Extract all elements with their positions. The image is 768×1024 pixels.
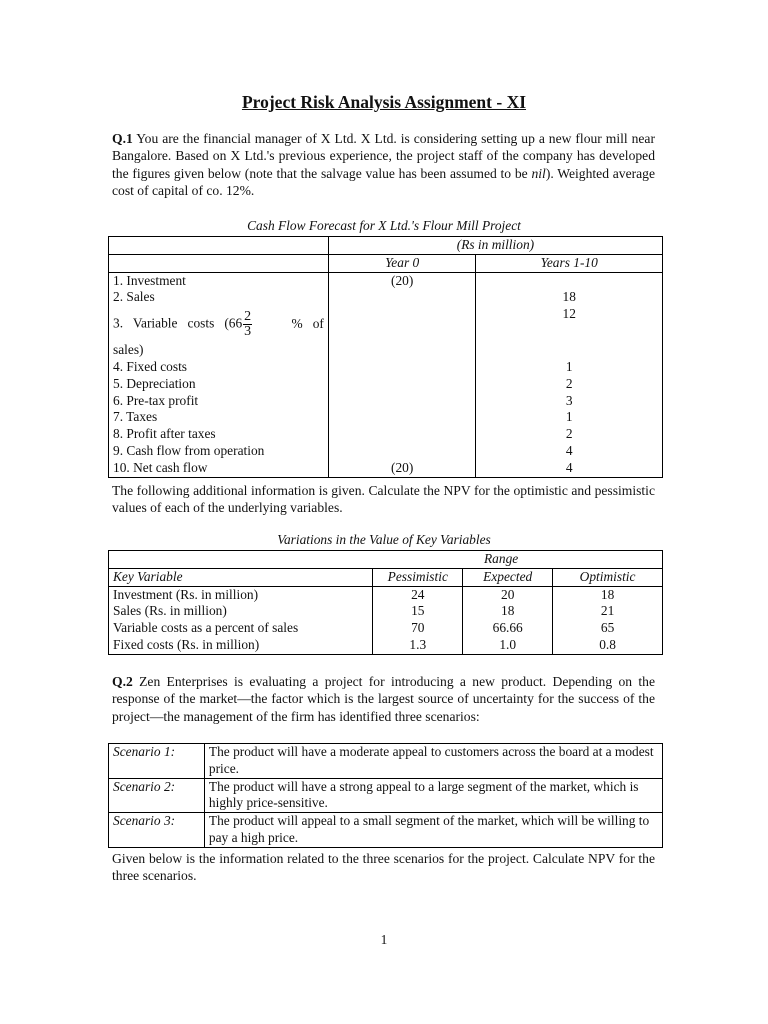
key-variable-column bbox=[109, 586, 373, 654]
fraction bbox=[243, 310, 252, 339]
cashflow-cell-year0: (20) bbox=[391, 459, 414, 475]
optimistic-column bbox=[553, 586, 663, 654]
variable-costs-label-start: 3. Variable costs (66 bbox=[113, 315, 243, 331]
header-optimistic: Optimistic bbox=[553, 568, 663, 586]
scenario-name: Scenario 2: bbox=[109, 778, 205, 813]
cashflow-cell-years: 18 bbox=[562, 289, 576, 305]
cashflow-row-label: 10. Net cash flow bbox=[113, 459, 208, 475]
variations-table bbox=[108, 550, 663, 655]
cashflow-cell-years: 1 bbox=[565, 358, 573, 374]
table-cell: 24 bbox=[411, 586, 425, 602]
cashflow-cell-year0: (20) bbox=[391, 272, 414, 288]
cashflow-cell-years bbox=[480, 273, 658, 290]
additional-info-text: The following additional information is given. Calculate the NPV for the optimistic and pessimistic values of each of the underlying variables. bbox=[112, 483, 655, 516]
cashflow-cell-years: 4 bbox=[565, 442, 573, 458]
table-cell: 66.66 bbox=[492, 620, 523, 636]
units-header: (Rs in million) bbox=[328, 237, 662, 255]
question-2-text: Q.2 Zen Enterprises is evaluating a project for introducing a new product. Depending on the response of the market—the factor which is the largest source of uncertainty for the success of the project—the management of the firm has identified three scenarios: bbox=[112, 674, 655, 724]
cashflow-cell-years: 12 bbox=[562, 306, 576, 322]
table-cell: 21 bbox=[600, 603, 615, 619]
header-key-variable: Key Variable bbox=[109, 568, 373, 586]
cashflow-cell-years: 2 bbox=[565, 375, 573, 391]
range-header: Range bbox=[484, 551, 519, 566]
scenario-name: Scenario 1: bbox=[109, 744, 205, 779]
cashflow-row-label: 5. Depreciation bbox=[113, 375, 196, 391]
fraction-numerator: 2 bbox=[244, 308, 252, 324]
closing-text: Given below is the information related to the three scenarios for the project. Calculate NPV for the three scenarios. bbox=[112, 851, 655, 884]
variations-table-caption: Variations in the Value of Key Variables bbox=[277, 532, 491, 547]
table-cell: 1.0 bbox=[499, 636, 517, 652]
table-cell: 18 bbox=[600, 586, 615, 602]
table-cell: 65 bbox=[600, 620, 615, 636]
page-title: Project Risk Analysis Assignment - XI bbox=[241, 92, 527, 112]
cashflow-cell-year0 bbox=[333, 306, 472, 359]
cashflow-row-label bbox=[113, 306, 324, 342]
cashflow-cell-year0 bbox=[333, 359, 472, 376]
table-cell: Investment (Rs. in million) bbox=[113, 586, 259, 602]
header-expected: Expected bbox=[463, 568, 553, 586]
year0-header: Year 0 bbox=[328, 254, 476, 272]
expected-column bbox=[463, 586, 553, 654]
cashflow-row-label: 8. Profit after taxes bbox=[113, 426, 216, 442]
table-cell: 18 bbox=[501, 603, 515, 619]
cashflow-table-caption: Cash Flow Forecast for X Ltd.'s Flour Mill Project bbox=[247, 218, 521, 233]
table-cell: 70 bbox=[411, 620, 425, 636]
cashflow-cell-years: 3 bbox=[565, 392, 573, 408]
cashflow-years-column bbox=[476, 272, 663, 477]
cashflow-row-label: 2. Sales bbox=[113, 289, 155, 305]
table-cell: 15 bbox=[411, 603, 425, 619]
cashflow-labels-column bbox=[109, 272, 329, 477]
cashflow-cell-year0 bbox=[333, 289, 472, 306]
cashflow-row-label: 9. Cash flow from operation bbox=[113, 442, 265, 458]
question-1-label: Q.1 bbox=[112, 131, 133, 146]
cashflow-cell-year0 bbox=[333, 376, 472, 393]
cashflow-row-label: 4. Fixed costs bbox=[113, 358, 188, 374]
cashflow-cell-years: 2 bbox=[565, 426, 573, 442]
cashflow-cell-year0 bbox=[333, 409, 472, 426]
cashflow-cell-year0 bbox=[333, 426, 472, 443]
table-cell: 0.8 bbox=[599, 636, 616, 652]
pessimistic-column bbox=[373, 586, 463, 654]
variable-costs-label-end: % of bbox=[291, 315, 324, 331]
cashflow-cell-years: 4 bbox=[565, 459, 573, 475]
fraction-denominator: 3 bbox=[244, 323, 252, 339]
cashflow-cell-years: 1 bbox=[565, 409, 573, 425]
table-cell: Fixed costs (Rs. in million) bbox=[113, 636, 260, 652]
cashflow-cell-year0 bbox=[333, 393, 472, 410]
header-pessimistic: Pessimistic bbox=[373, 568, 463, 586]
variable-costs-label-wrap: sales) bbox=[113, 342, 144, 358]
cashflow-year0-column bbox=[328, 272, 476, 477]
scenarios-table bbox=[108, 743, 663, 848]
cashflow-cell-year0 bbox=[333, 443, 472, 460]
scenario-row bbox=[109, 744, 663, 779]
table-cell: 1.3 bbox=[409, 636, 427, 652]
cashflow-row-label: 7. Taxes bbox=[113, 409, 158, 425]
cashflow-row-label: 1. Investment bbox=[113, 272, 186, 288]
question-2-label: Q.2 bbox=[112, 674, 133, 689]
table-cell: Sales (Rs. in million) bbox=[113, 603, 227, 619]
page-number: 1 bbox=[380, 932, 388, 947]
scenario-description: The product will have a moderate appeal to customers across the board at a modest price. bbox=[204, 744, 662, 779]
table-cell: Variable costs as a percent of sales bbox=[113, 620, 299, 636]
scenario-row bbox=[109, 778, 663, 813]
scenario-description: The product will appeal to a small segment of the market, which will be willing to pay a high price. bbox=[204, 813, 662, 848]
scenario-name: Scenario 3: bbox=[109, 813, 205, 848]
question-1-text: Q.1 You are the financial manager of X Ltd. X Ltd. is considering setting up a new flour mill near Bangalore. Based on X Ltd.'s previous experience, the project staff of the company has developed the figures given below (note that the salvage value has been assumed to be nil). Weighted average cost of capital of co. 12%. bbox=[112, 131, 656, 199]
years-1-10-header: Years 1-10 bbox=[476, 254, 663, 272]
scenario-row bbox=[109, 813, 663, 848]
cashflow-row-label: 6. Pre-tax profit bbox=[113, 392, 199, 408]
cashflow-table bbox=[108, 236, 663, 478]
scenario-description: The product will have a strong appeal to a large segment of the market, which is highly price-sensitive. bbox=[204, 778, 662, 813]
table-cell: 20 bbox=[501, 586, 515, 602]
